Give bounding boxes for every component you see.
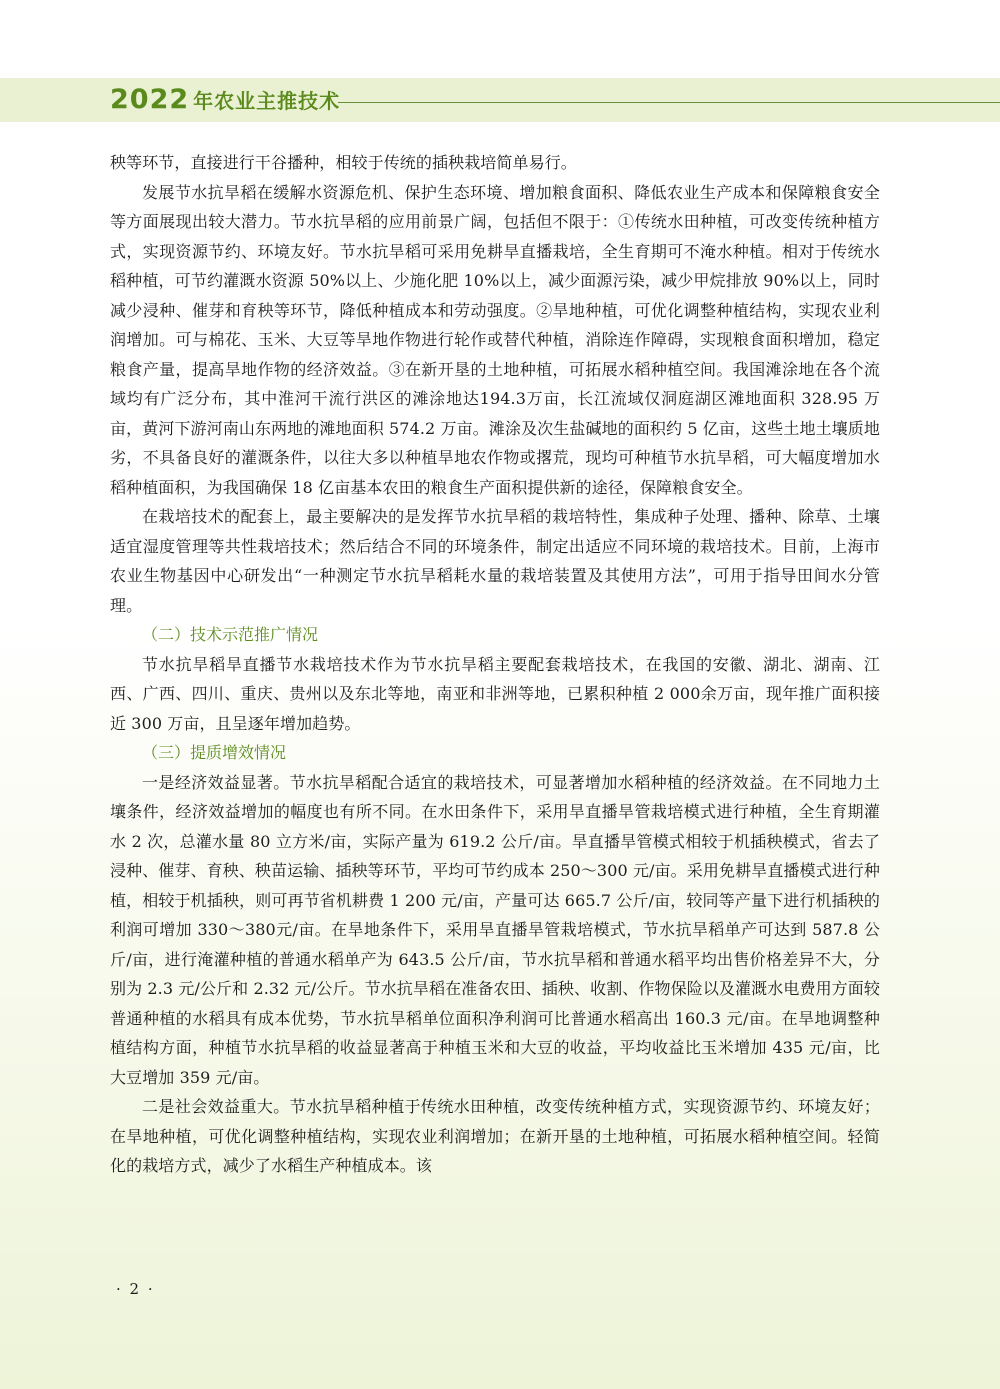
top-margin xyxy=(0,0,1000,78)
paragraph-continued: 秧等环节，直接进行干谷播种，相较于传统的插秧栽培简单易行。 xyxy=(110,153,577,172)
header-title xyxy=(110,84,340,115)
paragraph-prospects: 发展节水抗旱稻在缓解水资源危机、保护生态环境、增加粮食面积、降低农业生产成本和保障粮食安全等方面展现出较大潜力。节水抗旱稻的应用前景广阔，包括但不限于：①传统水田种植，可改变传统种植方式，实现资源节约、环境友好。节水抗旱稻可采用免耕旱直播栽培，全生育期可不淹水种植。相对于传统水稻种植，可节约灌溉水资源 50%以上、少施化肥 10%以上，减少面源污染，减少甲烷排放 90%以上，同时减少浸种、催芽和育秧等环节，降低种植成本和劳动强度。②旱地种植，可优化调整种植结构，实现农业利润增加。可与棉花、玉米、大豆等旱地作物进行轮作或替代种植，消除连作障碍，实现粮食面积增加，稳定粮食产量，提高旱地作物的经济效益。③在新开垦的土地种植，可拓展水稻种植空间。我国滩涂地在各个流域均有广泛分布，其中淮河干流行洪区的滩涂地达194.3万亩，长江流域仅洞庭湖区滩地面积 328.95 万亩，黄河下游河南山东两地的滩地面积 574.2 万亩。滩涂及次生盐碱地的面积约 5 亿亩，这些土地土壤质地劣，不具备良好的灌溉条件，以往大多以种植旱地农作物或撂荒，现均可种植节水抗旱稻，可大幅度增加水稻种植面积，为我国确保 18 亿亩基本农田的粮食生产面积提供新的途径，保障粮食安全。 xyxy=(110,182,880,497)
page-body xyxy=(110,148,880,1181)
paragraph-cultivation: 在栽培技术的配套上，最主要解决的是发挥节水抗旱稻的栽培特性，集成种子处理、播种、除草、土壤适宜湿度管理等共性栽培技术；然后结合不同的环境条件，制定出适应不同环境的栽培技术。目前，上海市农业生物基因中心研发出“一种测定节水抗旱稻耗水量的栽培装置及其使用方法”，可用于指导田间水分管理。 xyxy=(110,507,880,615)
section-heading-promotion: （二）技术示范推广情况 xyxy=(142,625,319,644)
header-rule xyxy=(338,102,1000,103)
header-text: 年农业主推技术 xyxy=(193,89,341,113)
header-year: 2022 xyxy=(110,84,190,115)
section-heading-efficiency: （三）提质增效情况 xyxy=(142,743,287,762)
paragraph-social: 二是社会效益重大。节水抗旱稻种植于传统水田种植，改变传统种植方式，实现资源节约、环境友好；在旱地种植，可优化调整种植结构，实现农业利润增加；在新开垦的土地种植，可拓展水稻种植空间。轻简化的栽培方式，减少了水稻生产种植成本。该 xyxy=(110,1097,880,1175)
paragraph-promotion: 节水抗旱稻旱直播节水栽培技术作为节水抗旱稻主要配套栽培技术，在我国的安徽、湖北、湖南、江西、广西、四川、重庆、贵州以及东北等地，南亚和非洲等地，已累积种植 2 000余万亩，现年推广面积接近 300 万亩，且呈逐年增加趋势。 xyxy=(110,654,880,733)
paragraph-economic: 一是经济效益显著。节水抗旱稻配合适宜的栽培技术，可显著增加水稻种植的经济效益。在不同地力土壤条件，经济效益增加的幅度也有所不同。在水田条件下，采用旱直播旱管栽培模式进行种植，全生育期灌水 2 次，总灌水量 80 立方米/亩，实际产量为 619.2 公斤/亩。旱直播旱管模式相较于机插秧模式，省去了浸种、催芽、育秧、秧苗运输、插秧等环节，平均可节约成本 250～300 元/亩。采用免耕旱直播模式进行种植，相较于机插秧，则可再节省机耕费 1 200 元/亩，产量可达 665.7 公斤/亩，较同等产量下进行机插秧的利润可增加 330～380元/亩。在旱地条件下，采用旱直播旱管栽培模式，节水抗旱稻单产可达到 587.8 公斤/亩，进行淹灌种植的普通水稻单产为 643.5 公斤/亩，节水抗旱稻和普通水稻平均出售价格差异不大，分别为 2.3 元/公斤和 2.32 元/公斤。节水抗旱稻在准备农田、插秧、收割、作物保险以及灌溉水电费用方面较普通种植的水稻具有成本优势，节水抗旱稻单位面积净利润可比普通水稻高出 160.3 元/亩。在旱地调整种植结构方面，种植节水抗旱稻的收益显著高于种植玉米和大豆的收益，平均收益比玉米增加 435 元/亩，比大豆增加 359 元/亩。 xyxy=(110,772,880,1087)
page-number: · 2 · xyxy=(116,1280,155,1298)
